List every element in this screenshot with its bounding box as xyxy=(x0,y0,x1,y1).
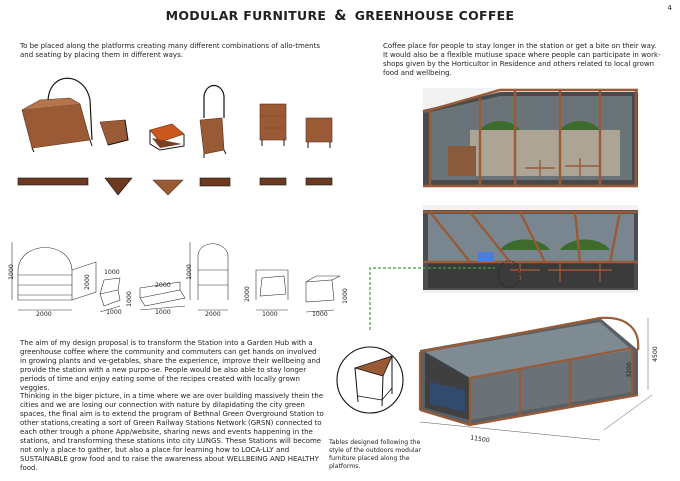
greenhouse-render-2 xyxy=(423,205,638,293)
intro-text: To be placed along the platforms creating many different combinations of allo-tments and seating by placing them in different ways. xyxy=(20,42,320,59)
dim-label: 1000 xyxy=(155,309,171,316)
aim-text: The aim of my design proposal is to transform the Station into a Garden Hub with a greenhouse coffee where the community and commuters can get hands on involved in growing plants and ve-getables, share the experience, improve their wellbeing and provide the station with a new purpo-se. People would be also able to stay longer periods of time and enjoy eating some of the recipes created with locally grown veggies. xyxy=(20,339,321,392)
dim-label: 2000 xyxy=(205,311,221,318)
dim-label: 1000 xyxy=(312,311,328,318)
table-detail xyxy=(337,347,403,413)
dim-label: 1000 xyxy=(341,288,349,304)
title-right: GREENHOUSE COFFEE xyxy=(354,8,515,23)
gh-dim-length: 11500 xyxy=(469,434,491,445)
dim-label: 1000 xyxy=(185,264,193,280)
title-left: MODULAR FURNITURE xyxy=(165,8,327,23)
title-ampersand: & xyxy=(334,8,347,24)
coffee-text: Coffee place for people to stay longer in the station or get a bite on their way. It would also be a flexible mutiuse space where people can participate in work-shops given by the Horticultor in Residence and others related to local grown food and wellbeing. xyxy=(383,42,661,77)
dim-label: 1000 xyxy=(104,269,120,276)
dim-label: 1000 xyxy=(125,291,133,307)
dim-label: 1000 xyxy=(262,311,278,318)
gh-dim-height: 4500 xyxy=(651,346,659,362)
dim-label: 1000 xyxy=(106,309,122,316)
dim-label: 1000 xyxy=(7,264,15,280)
table-caption: Tables designed following the style of the outdoors modular furniture placed along the platforms. xyxy=(329,439,421,470)
greenhouse-render-1 xyxy=(423,88,638,188)
page-number: 4 xyxy=(667,4,672,12)
bigger-picture-text: Thinking in the biger picture, in a time where we are over building massively thein the cities and we are losing our connection with nature by dilapidating the city green spaces, the final aim is to extend the program of Bethnal Green Overground Station to other stations,creating a sort of Green Railway Stations Network (GRSN) connected to each other trough a phone App/website, sharing news and events happening in the stations, and transforming these stations into city LUNGS. These Stations will become not only a place to gather, but also a place for learning how to LOCA-LLY and SUSTAINABLE grow food and to raise the awareness about WELLBEING AND HEALTHY food. xyxy=(20,392,324,472)
gh-dim-width: 3200 xyxy=(625,362,633,378)
dim-label: 2000 xyxy=(155,282,171,289)
greenhouse-render-3 xyxy=(420,318,652,440)
dim-label: 2000 xyxy=(243,286,251,302)
dim-label: 2000 xyxy=(83,274,91,290)
dim-label: 2000 xyxy=(36,311,52,318)
